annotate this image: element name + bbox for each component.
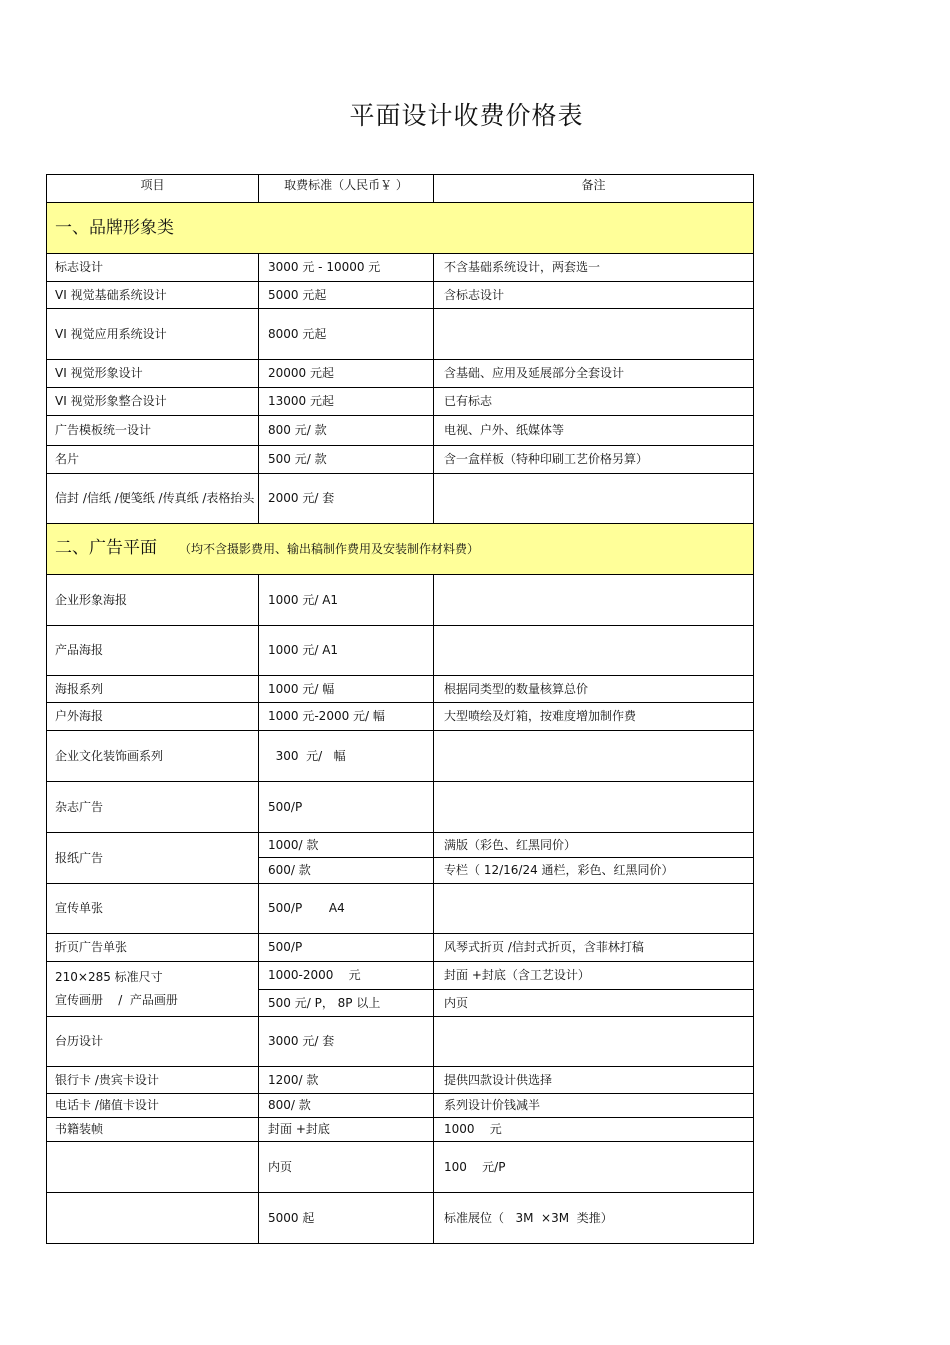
table-row [47, 1067, 754, 1094]
price-cell: 1000 元-2000 元/ 幅 [259, 703, 434, 731]
table-row [47, 388, 754, 416]
table-row [47, 282, 754, 309]
note-cell: 含基础、应用及延展部分全套设计 [434, 360, 754, 388]
table-row [47, 360, 754, 388]
item-cell: 名片 [47, 446, 259, 474]
table-row [47, 474, 754, 524]
item-cell: 报纸广告 [47, 833, 259, 884]
note-cell [434, 626, 754, 676]
item-cell: 产品海报 [47, 626, 259, 676]
table-row [47, 731, 754, 782]
price-cell: 800 元/ 款 [259, 416, 434, 446]
note-cell: 大型喷绘及灯箱，按难度增加制作费 [434, 703, 754, 731]
note-cell: 1000 元 [434, 1118, 754, 1142]
item-cell [47, 1142, 259, 1193]
item-cell: 台历设计 [47, 1017, 259, 1067]
item-cell: 折页广告单张 [47, 934, 259, 962]
table-row [47, 782, 754, 833]
table-header-row [47, 175, 754, 203]
item-cell: 杂志广告 [47, 782, 259, 833]
section-title: 二、广告平面 [55, 538, 157, 558]
note-cell [434, 884, 754, 934]
table-row [47, 1017, 754, 1067]
note-cell [434, 309, 754, 360]
section-title-cell [47, 524, 754, 575]
item-cell: 电话卡 /储值卡设计 [47, 1094, 259, 1118]
item-cell [47, 1193, 259, 1244]
note-cell [434, 731, 754, 782]
page-title: 平面设计收费价格表 [349, 101, 584, 130]
table-row [47, 1142, 754, 1193]
price-cell: 封面 +封底 [259, 1118, 434, 1142]
price-cell: 1000-2000 元 [259, 962, 434, 990]
price-cell: 3000 元/ 套 [259, 1017, 434, 1067]
note-cell: 专栏（ 12/16/24 通栏，彩色、红黑同价） [434, 858, 754, 884]
item-cell: VI 视觉应用系统设计 [47, 309, 259, 360]
price-cell: 20000 元起 [259, 360, 434, 388]
price-cell: 1200/ 款 [259, 1067, 434, 1094]
price-cell: 800/ 款 [259, 1094, 434, 1118]
table-row [47, 626, 754, 676]
price-cell: 1000 元/ 幅 [259, 676, 434, 703]
table-row [47, 446, 754, 474]
table-row [47, 962, 754, 990]
table-row [47, 1094, 754, 1118]
item-cell: 宣传单张 [47, 884, 259, 934]
note-cell [434, 782, 754, 833]
note-cell [434, 1017, 754, 1067]
item-cell: 信封 /信纸 /便笺纸 /传真纸 /表格抬头 [47, 474, 259, 524]
item-label-line: 宣传画册 / 产品画册 [55, 993, 178, 1007]
table-row [47, 703, 754, 731]
price-table [46, 174, 754, 1244]
item-cell: VI 视觉形象设计 [47, 360, 259, 388]
item-cell [47, 962, 259, 1017]
table-row [47, 309, 754, 360]
price-cell: 1000 元/ A1 [259, 575, 434, 626]
item-cell: 户外海报 [47, 703, 259, 731]
price-cell: 8000 元起 [259, 309, 434, 360]
note-cell: 已有标志 [434, 388, 754, 416]
price-cell: 600/ 款 [259, 858, 434, 884]
table-row [47, 884, 754, 934]
note-cell: 100 元/P [434, 1142, 754, 1193]
section-header [47, 524, 754, 575]
note-cell: 满版（彩色、红黑同价） [434, 833, 754, 858]
item-cell: 标志设计 [47, 254, 259, 282]
item-cell: 银行卡 /贵宾卡设计 [47, 1067, 259, 1094]
note-cell: 电视、户外、纸媒体等 [434, 416, 754, 446]
item-cell: VI 视觉基础系统设计 [47, 282, 259, 309]
item-cell: 企业形象海报 [47, 575, 259, 626]
price-cell: 300 元/ 幅 [259, 731, 434, 782]
note-cell: 根据同类型的数量核算总价 [434, 676, 754, 703]
item-cell: 海报系列 [47, 676, 259, 703]
table-row [47, 833, 754, 858]
table-row [47, 1193, 754, 1244]
note-cell: 内页 [434, 990, 754, 1017]
note-cell: 标准展位（ 3M ×3M 类推） [434, 1193, 754, 1244]
price-cell: 500 元/ 款 [259, 446, 434, 474]
table-row [47, 676, 754, 703]
price-cell: 1000/ 款 [259, 833, 434, 858]
price-cell: 内页 [259, 1142, 434, 1193]
table-row [47, 1118, 754, 1142]
column-header: 备注 [434, 175, 754, 203]
note-cell [434, 575, 754, 626]
section-title: 一、品牌形象类 [47, 203, 754, 254]
item-cell: 广告模板统一设计 [47, 416, 259, 446]
item-cell: VI 视觉形象整合设计 [47, 388, 259, 416]
table-row [47, 934, 754, 962]
note-cell: 系列设计价钱减半 [434, 1094, 754, 1118]
table-row [47, 254, 754, 282]
section-header [47, 203, 754, 254]
note-cell: 封面 +封底（含工艺设计） [434, 962, 754, 990]
item-cell: 企业文化装饰画系列 [47, 731, 259, 782]
note-cell: 不含基础系统设计，两套选一 [434, 254, 754, 282]
price-cell: 2000 元/ 套 [259, 474, 434, 524]
section-note: （均不含摄影费用、输出稿制作费用及安装制作材料费） [179, 542, 480, 556]
column-header: 项目 [47, 175, 259, 203]
price-cell: 5000 元起 [259, 282, 434, 309]
item-cell: 书籍装帧 [47, 1118, 259, 1142]
item-label-line: 210×285 标准尺寸 [55, 970, 163, 984]
price-cell: 13000 元起 [259, 388, 434, 416]
table-row [47, 416, 754, 446]
price-cell: 500 元/ P， 8P 以上 [259, 990, 434, 1017]
column-header: 取费标准（人民币￥ ） [259, 175, 434, 203]
note-cell: 风琴式折页 /信封式折页，含菲林打稿 [434, 934, 754, 962]
price-cell: 500/P [259, 782, 434, 833]
note-cell: 提供四款设计供选择 [434, 1067, 754, 1094]
price-cell: 3000 元 - 10000 元 [259, 254, 434, 282]
table-row [47, 575, 754, 626]
note-cell [434, 474, 754, 524]
price-cell: 1000 元/ A1 [259, 626, 434, 676]
price-cell: 5000 起 [259, 1193, 434, 1244]
price-cell: 500/P [259, 934, 434, 962]
note-cell: 含标志设计 [434, 282, 754, 309]
price-cell: 500/P A4 [259, 884, 434, 934]
note-cell: 含一盒样板（特种印刷工艺价格另算） [434, 446, 754, 474]
